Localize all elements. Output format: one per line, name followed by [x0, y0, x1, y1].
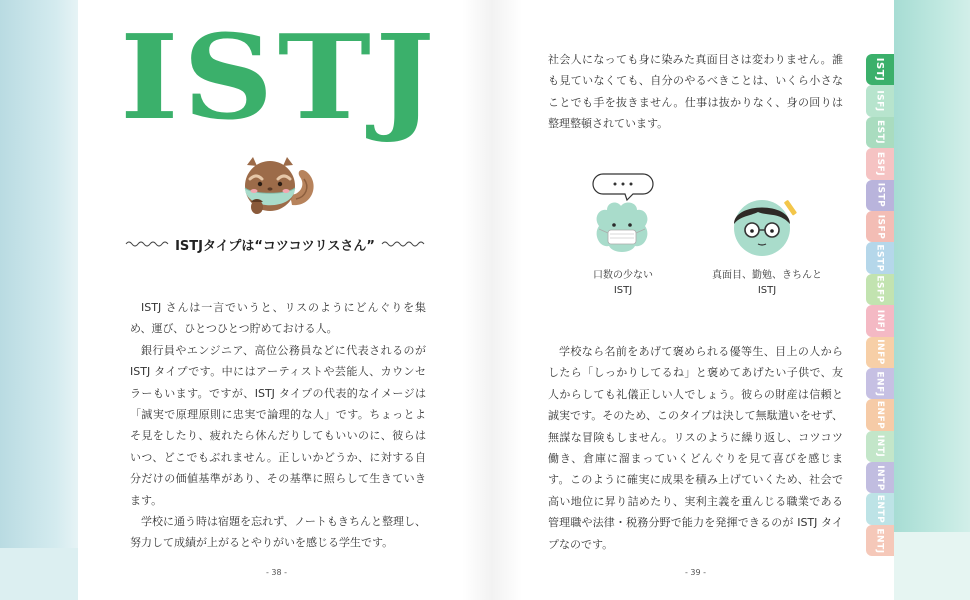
tab-istp[interactable]: [866, 180, 894, 211]
tab-enfp[interactable]: [866, 399, 894, 430]
tab-label: ESTJ: [875, 120, 885, 145]
tab-label: ISTP: [874, 182, 885, 208]
left-paragraph-3: 学校に通う時は宿題を忘れず、ノートもきちんと整理し、努力して成績が上がるとやりがいを感じる学生です。: [130, 515, 426, 550]
left-paragraph-2: 銀行員やエンジニア、高位公務員などに代表されるのがISTJ タイプです。中にはアーティストや芸能人、カウンセラーもいます。ですが、ISTJ タイプの代表的なイメージは「誠実で原理原則に忠実で論理的な人」です。ちょっとよそ見をしたり、疲れたら休んだりしてもいいのに、彼らはいつ、どこでもぶれません。正しいかどうか、に対する自分だけの価値基準があり、その基準に照らして生きていきます。: [130, 343, 426, 507]
tab-intp[interactable]: [866, 462, 894, 493]
type-index-tabs: [866, 54, 894, 556]
tab-label: ISFP: [874, 214, 885, 239]
background-left: [0, 0, 80, 600]
caption-quiet-line2: ISTJ: [613, 285, 633, 296]
page-number-right: - 39 -: [685, 568, 707, 577]
right-paragraph: 学校なら名前をあげて褒められる優等生、目上の人からしたら「しっかりしてるね」と褒めてあげたい子供で、友人からしても礼儀正しい人でしょう。彼らの財産は信頼と誠実です。そのため、このタイプは決して無駄遣いをせず、無謀な冒険もしません。リスのように繰り返し、コツコツ働き、倉庫に溜まっていくどんぐりを見て喜びを感じます。このように確実に成果を積み上げていくため、社会で高い地位に昇り詰めたり、実利主義を重んじる職業である管理職や法律・税務分野で能力を発揮できるのが ISTJ タイプなのです。: [548, 345, 843, 551]
tab-entp[interactable]: [866, 493, 894, 524]
left-page-body: [130, 297, 426, 554]
tab-label: ENFP: [875, 400, 885, 430]
tab-label: ESTP: [875, 244, 885, 272]
tab-label: ISTJ: [874, 57, 886, 82]
subtitle-text: ISTJタイプは“コツコツリスさん”: [175, 238, 375, 254]
tab-label: INFP: [875, 339, 885, 366]
squirrel-illustration: [240, 155, 320, 221]
tab-label: ESFP: [875, 275, 885, 304]
tab-esfj[interactable]: [866, 148, 894, 179]
tab-label: INFJ: [874, 309, 885, 333]
squiggle-left-icon: [125, 239, 169, 249]
quiet-istj-illustration: [587, 168, 657, 260]
tab-infj[interactable]: [866, 305, 894, 336]
tab-label: ENFJ: [875, 371, 885, 397]
caption-diligent: [694, 268, 840, 298]
right-page-body: [548, 341, 843, 555]
left-paragraph-1: ISTJ さんは一言でいうと、リスのようにどんぐりを集め、運び、ひとつひとつ貯めておける人。: [130, 301, 426, 336]
caption-quiet: [580, 268, 666, 298]
tab-label: ISFJ: [874, 90, 885, 112]
caption-quiet-line1: 口数の少ない: [593, 270, 653, 281]
subtitle-row: [125, 234, 425, 254]
squiggle-right-icon: [381, 239, 425, 249]
page-gutter: [462, 0, 522, 600]
tab-infp[interactable]: [866, 337, 894, 368]
diligent-istj-illustration: [728, 192, 800, 258]
right-page-top-body: [548, 49, 843, 135]
tab-label: ENTJ: [874, 527, 885, 554]
background-left-floor: [0, 548, 80, 600]
tab-entj[interactable]: [866, 525, 894, 556]
right-top-paragraph: 社会人になっても身に染みた真面目さは変わりません。誰も見ていなくても、自分のやるべきことは、いくら小さなことでも手を抜きません。仕事は抜かりなく、身の回りは整理整頓されています。: [548, 53, 843, 131]
tab-esfp[interactable]: [866, 274, 894, 305]
page-title: ISTJ: [120, 10, 439, 146]
tab-estp[interactable]: [866, 242, 894, 273]
caption-diligent-line1: 真面目、勤勉、きちんと: [712, 270, 822, 281]
page-number-left: - 38 -: [266, 568, 288, 577]
caption-diligent-line2: ISTJ: [757, 285, 777, 296]
tab-isfj[interactable]: [866, 85, 894, 116]
tab-label: INTP: [875, 464, 885, 491]
tab-istj[interactable]: [866, 54, 894, 85]
tab-isfp[interactable]: [866, 211, 894, 242]
tab-label: INTJ: [875, 435, 885, 458]
tab-enfj[interactable]: [866, 368, 894, 399]
background-right: [892, 0, 970, 600]
tab-intj[interactable]: [866, 431, 894, 462]
tab-label: ENTP: [875, 494, 886, 524]
tab-estj[interactable]: [866, 117, 894, 148]
background-right-floor: [892, 532, 970, 600]
tab-label: ESFJ: [874, 151, 885, 176]
